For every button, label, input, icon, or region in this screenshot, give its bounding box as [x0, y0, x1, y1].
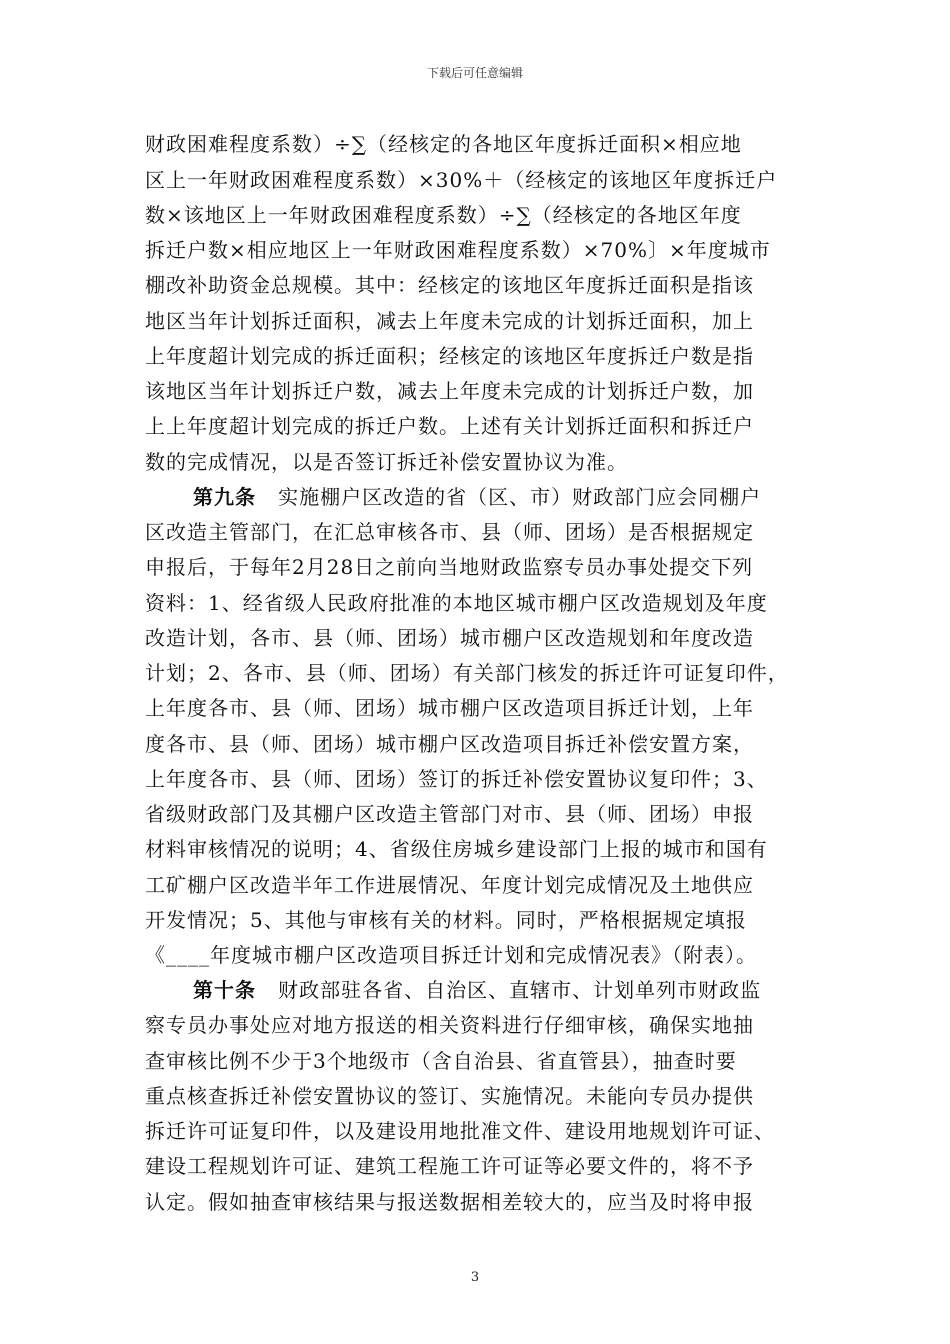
- text-line: 区改造主管部门，在汇总审核各市、县（师、团场）是否根据规定: [145, 520, 754, 544]
- text-line: 工矿棚户区改造半年工作进展情况、年度计划完成情况及土地供应: [145, 873, 754, 897]
- article-10-first-line: [193, 978, 761, 1002]
- text-line: 度各市、县（师、团场）城市棚户区改造项目拆迁补偿安置方案，: [145, 732, 754, 756]
- text-line: 察专员办事处应对地方报送的相关资料进行仔细审核，确保实地抽: [145, 1013, 754, 1037]
- text-line: 《____年度城市棚户区改造项目拆迁计划和完成情况表》（附表）。: [145, 943, 757, 967]
- text-line: 上年度各市、县（师、团场）签订的拆迁补偿安置协议复印件；3、: [145, 767, 768, 791]
- article-9-title: 第九条: [193, 485, 256, 509]
- article-9-lead-text: 实施棚户区改造的省（区、市）财政部门应会同棚户: [278, 485, 762, 509]
- page-header: 下载后可任意编辑: [426, 66, 523, 80]
- text-line: 资料：1、经省级人民政府批准的本地区城市棚户区改造规划及年度: [145, 591, 768, 615]
- text-line: 重点核查拆迁补偿安置协议的签订、实施情况。未能向专员办提供: [145, 1084, 754, 1108]
- text-line: 省级财政部门及其棚户区改造主管部门对市、县（师、团场）申报: [145, 802, 754, 826]
- article-10-title: 第十条: [193, 978, 256, 1002]
- text-line: 数的完成情况，以是否签订拆迁补偿安置协议为准。: [145, 450, 628, 474]
- text-line: 拆迁户数×相应地区上一年财政困难程度系数）×70%〕×年度城市: [145, 238, 771, 262]
- text-line: 棚改补助资金总规模。其中：经核定的该地区年度拆迁面积是指该: [145, 273, 754, 297]
- article-9-first-line: [193, 485, 761, 509]
- text-line: 建设工程规划许可证、建筑工程施工许可证等必要文件的，将不予: [145, 1154, 754, 1178]
- article-10-lead-text: 财政部驻各省、自治区、直辖市、计划单列市财政监: [278, 978, 762, 1002]
- page-number: 3: [470, 1270, 480, 1285]
- text-line: 上年度超计划完成的拆迁面积；经核定的该地区年度拆迁户数是指: [145, 344, 754, 368]
- text-line: 该地区当年计划拆迁户数，减去上年度未完成的计划拆迁户数，加: [145, 379, 754, 403]
- text-line: 改造计划，各市、县（师、团场）城市棚户区改造规划和年度改造: [145, 626, 754, 650]
- text-line: 上上年度超计划完成的拆迁户数。上述有关计划拆迁面积和拆迁户: [145, 414, 754, 438]
- text-line: 上年度各市、县（师、团场）城市棚户区改造项目拆迁计划，上年: [145, 696, 754, 720]
- text-line: 地区当年计划拆迁面积，减去上年度未完成的计划拆迁面积，加上: [145, 309, 754, 333]
- text-line: 财政困难程度系数）÷∑（经核定的各地区年度拆迁面积×相应地: [145, 132, 742, 156]
- text-line: 拆迁许可证复印件，以及建设用地批准文件、建设用地规划许可证、: [145, 1119, 775, 1143]
- text-line: 开发情况；5、其他与审核有关的材料。同时，严格根据规定填报: [145, 908, 747, 932]
- text-line: 材料审核情况的说明；4、省级住房城乡建设部门上报的城市和国有: [145, 837, 768, 861]
- text-line: 计划；2、各市、县（师、团场）有关部门核发的拆迁许可证复印件，: [145, 661, 789, 685]
- text-line: 区上一年财政困难程度系数）×30%＋（经核定的该地区年度拆迁户: [145, 168, 778, 192]
- text-line: 认定。假如抽查审核结果与报送数据相差较大的，应当及时将申报: [145, 1190, 754, 1214]
- text-line: 数×该地区上一年财政困难程度系数）÷∑（经核定的各地区年度: [145, 203, 742, 227]
- text-line: 查审核比例不少于3个地级市（含自治县、省直管县），抽查时要: [145, 1049, 737, 1073]
- text-line: 申报后，于每年2月28日之前向当地财政监察专员办事处提交下列: [145, 555, 754, 579]
